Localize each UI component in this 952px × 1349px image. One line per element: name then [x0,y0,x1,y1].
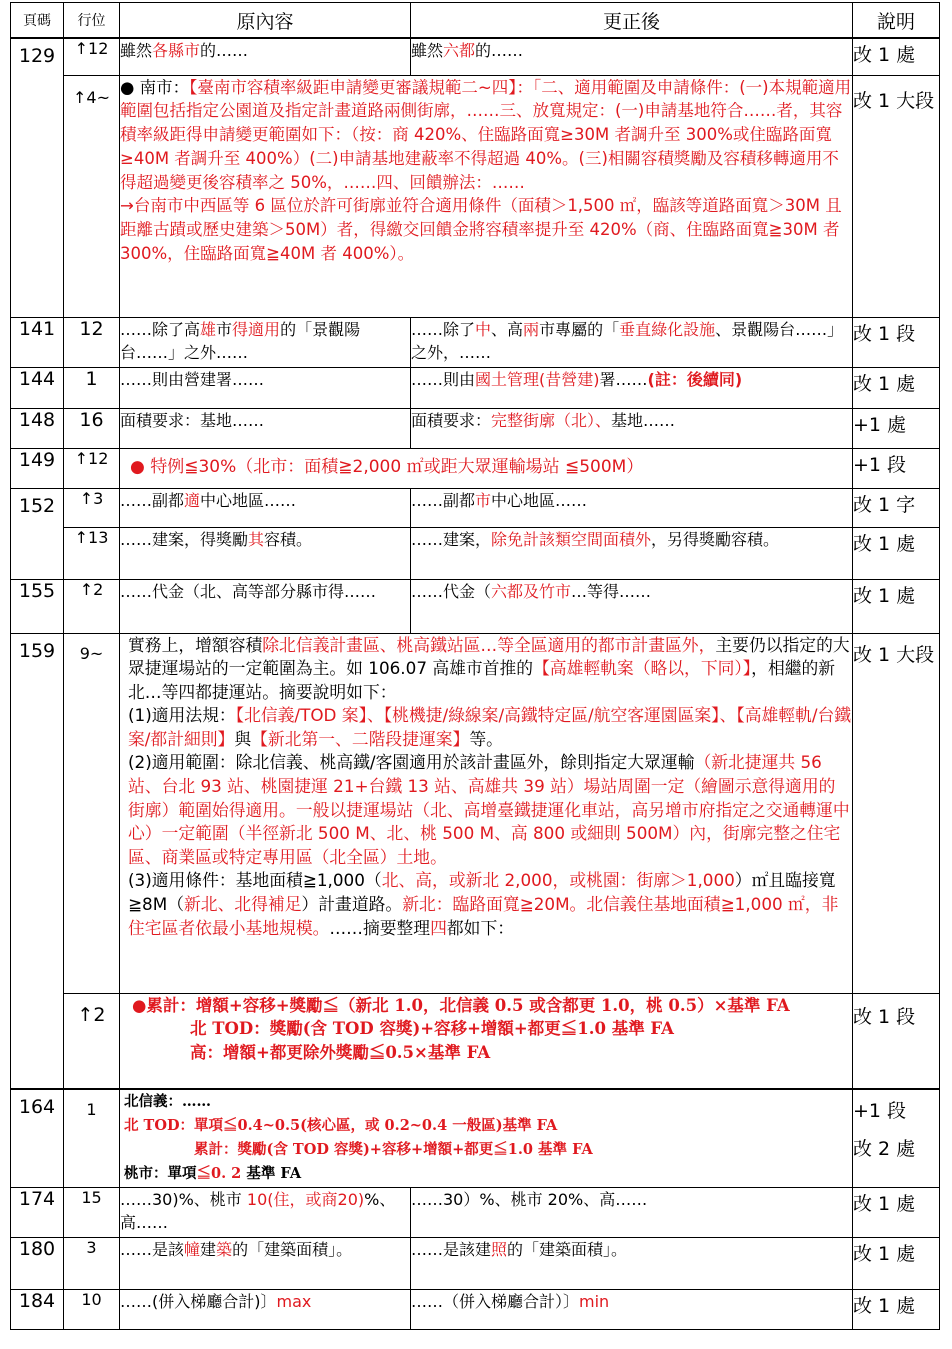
page-number: 174 [11,1187,64,1237]
line-position: ↑2 [64,579,120,633]
original-cell: ……則由營建署…… [120,367,411,408]
original-cell: ……30)%、桃市 10(住，或商20)%、高…… [120,1187,411,1237]
note-cell: +1 段 改 2 處 [853,1089,940,1187]
corrected-cell: ……（併入梯廳合計）〕min [411,1289,853,1329]
merged-content-cell: ● 南市：【臺南市容積率級距申請變更審議規範二~四】：「二、適用範圍及申請條件：(一)本規範適用範圍包括指定公園道及指定計畫道路兩側街廓，……三、放寬規定：(一)申請基地符合……者，其容積率級距得申請變更範圍如下：（按：商 420%、住臨路面寬≥30M 者調升至 300%或住臨路面寬≥40M 者調升至 400%）(二)申請基地建蔽率不得超過 40%。(三)相關容積獎勵及容積移轉適用不得超過變更後容積率之 50%，……四、回饋辦法：…… →台南市中西區等 6 區位於許可街廓並符合適用條件（面積＞1,500 ㎡，臨該等道路面寬＞30M 且距離古蹟或歷史建築＞50M）者，得繳交回饋金將容積率提升至 420%（商、住臨路面寬≧30M 者 300%，住臨路面寬≧40M 者 400%）。 [120,75,853,317]
corrected-cell: ……是該建照的「建築面積」。 [411,1237,853,1289]
original-cell: 面積要求：基地…… [120,408,411,448]
original-cell: ……(併入梯廳合計)〕max [120,1289,411,1329]
note-cell: 改 1 段 [853,317,940,367]
corrected-cell: ……除了中、高兩市專屬的「垂直綠化設施、景觀陽台……」之外，…… [411,317,853,367]
line-position: 10 [64,1289,120,1329]
line-position: ↑12 [64,448,120,488]
page-number: 141 [11,317,64,367]
page-number: 180 [11,1237,64,1289]
table-row [11,1237,940,1289]
original-cell: ……建案，得獎勵其容積。 [120,527,411,579]
header-line: 行位 [64,3,120,39]
table-row [11,527,940,579]
line-position: 3 [64,1237,120,1289]
corrected-cell: ……則由國土管理(昔營建)署……(註：後續同) [411,367,853,408]
merged-content-cell: ●累計：增額+容移+獎勵≦（新北 1.0，北信義 0.5 或含都更 1.0，桃 0.5）×基準 FA 北 TOD：獎勵(含 TOD 容獎)+容移+增額+都更≦1.0 基準 FA 高：增額+都更除外獎勵≦0.5×基準 FA [120,993,853,1089]
header-page: 頁碼 [11,3,64,39]
page-number: 164 [11,1089,64,1187]
table-row [11,993,940,1089]
line-position: ↑12 [64,38,120,75]
page-number: 184 [11,1289,64,1329]
original-cell: ……除了高雄市得適用的「景觀陽台……」之外…… [120,317,411,367]
page-number: 148 [11,408,64,448]
original-cell: ……代金（北、高等部分縣市得…… [120,579,411,633]
table-row [11,38,940,75]
table-row [11,367,940,408]
corrected-cell: ……代金（六都及竹市…等得…… [411,579,853,633]
merged-content-cell: ● 特例≦30%（北市：面積≧2,000 ㎡或距大眾運輸場站 ≦500M） [120,448,853,488]
line-position: 9~ [64,633,120,993]
page-number: 152 [11,488,64,579]
header-original: 原內容 [120,3,411,39]
note-cell: 改 1 字 [853,488,940,527]
header-row [11,3,940,39]
line-position: ↑3 [64,488,120,527]
corrected-cell: 雖然六都的…… [411,38,853,75]
table-row [11,448,940,488]
line-position: 15 [64,1187,120,1237]
table-row [11,633,940,993]
original-cell: ……是該幢建築的「建築面積」。 [120,1237,411,1289]
note-cell: 改 1 段 [853,993,940,1089]
page-number: 149 [11,448,64,488]
original-cell: ……副都適中心地區…… [120,488,411,527]
line-position: 1 [64,367,120,408]
errata-table [10,2,940,1330]
corrected-cell: 面積要求：完整街廓（北）、基地…… [411,408,853,448]
note-cell: 改 1 處 [853,1237,940,1289]
note-cell: 改 1 處 [853,1187,940,1237]
page-number: 144 [11,367,64,408]
page-number: 129 [11,38,64,317]
page-number: 159 [11,633,64,1089]
note-cell: +1 段 [853,448,940,488]
line-position: ↑4~ [64,75,120,317]
note-cell: 改 1 處 [853,367,940,408]
corrected-cell: ……副都市中心地區…… [411,488,853,527]
table-row [11,579,940,633]
table-row [11,75,940,317]
table-row [11,317,940,367]
header-note: 說明 [853,3,940,39]
note-cell: 改 1 處 [853,1289,940,1329]
table-row [11,408,940,448]
merged-content-cell: 北信義：…… 北 TOD：單項≦0.4~0.5(核心區，或 0.2~0.4 一般區)基準 FA 累計：獎勵(含 TOD 容獎)+容移+增額+都更≦1.0 基準 FA 桃市：單項≦0. 2 基準 FA [120,1089,853,1187]
note-cell: +1 處 [853,408,940,448]
original-cell: 雖然各縣市的…… [120,38,411,75]
table-row [11,488,940,527]
note-cell: 改 1 大段 [853,633,940,993]
note-cell: 改 1 處 [853,579,940,633]
table-row [11,1187,940,1237]
page-number: 155 [11,579,64,633]
note-cell: 改 1 處 [853,38,940,75]
line-position: ↑13 [64,527,120,579]
table-row [11,1089,940,1187]
line-position: 1 [64,1089,120,1187]
header-corrected: 更正後 [411,3,853,39]
note-cell: 改 1 大段 [853,75,940,317]
corrected-cell: ……建案，除免計該類空間面積外，另得獎勵容積。 [411,527,853,579]
line-position: 12 [64,317,120,367]
note-cell: 改 1 處 [853,527,940,579]
line-position: ↑2 [64,993,120,1089]
line-position: 16 [64,408,120,448]
corrected-cell: ……30）%、桃市 20%、高…… [411,1187,853,1237]
merged-content-cell: 實務上，增額容積除北信義計畫區、桃高鐵站區…等全區適用的都市計畫區外，主要仍以指定的大眾捷運場站的一定範圍為主。如 106.07 高雄市首推的【高雄輕軌案（略以，下同）】，相繼的新北…等四都捷運站。摘要說明如下： (1)適用法規：【北信義/TOD 案】、【桃機捷/綠線案/高鐵特定區/航空客運園區案】、【高雄輕軌/台鐵案/都計細則】與【新北第一、二階段捷運案】等。 (2)適用範圍：除北信義、桃高鐵/客園適用於該計畫區外，餘則指定大眾運輸（新北捷運共 56 站、台北 93 站、桃園捷運 21+台鐵 13 站、高雄共 39 站）場站周圍一定（繪圖示意得適用的街廓）範圍始得適用。一般以捷運場站（北、高增臺鐵捷運化車站，高另增市府指定之交通轉運中心）一定範圍（半徑新北 500 M、北、桃 500 M、高 800 或細則 500M）內，街廓完整之住宅區、商業區或特定專用區（北全區）土地。 (3)適用條件：基地面積≧1,000（北、高，或新北 2,000，或桃園：街廓＞1,000）㎡且臨接寬≧8M（新北、北得補足）計畫道路。新北：臨路面寬≧20M。北信義住基地面積≧1,000 ㎡，非住宅區者依最小基地規模。……摘要整理四都如下： [120,633,853,993]
table-row [11,1289,940,1329]
